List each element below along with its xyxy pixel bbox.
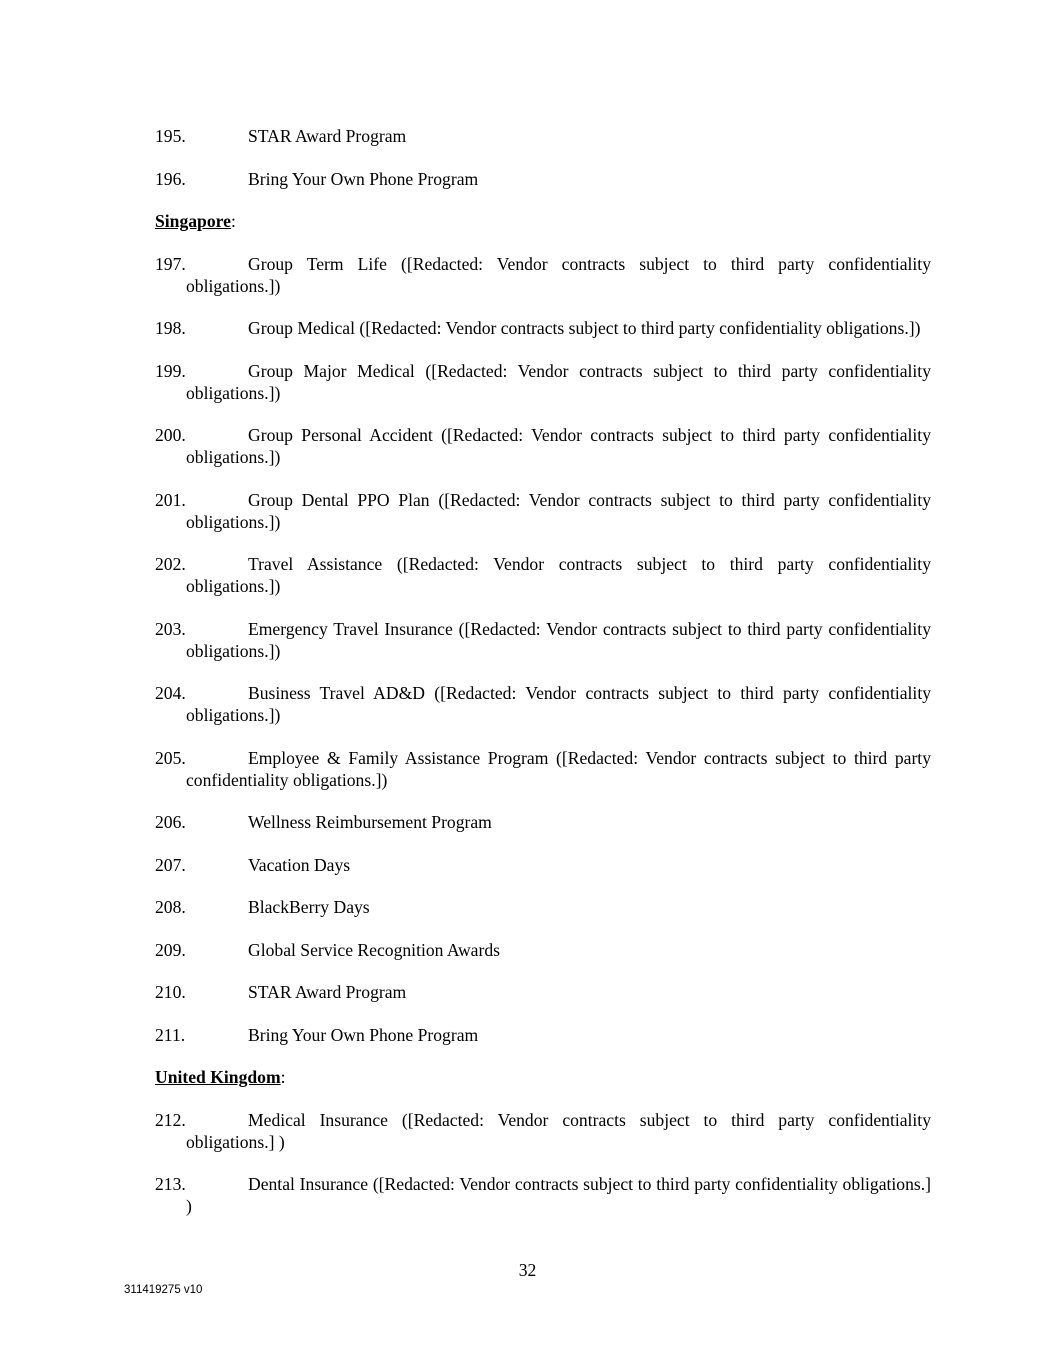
item-text: STAR Award Program: [248, 126, 407, 146]
list-item-198: [155, 317, 931, 339]
item-text: Medical Insurance ([Redacted: Vendor contracts subject to third party confidentiality obligations.] ): [186, 1109, 931, 1152]
list-item-202: [155, 553, 931, 597]
list-item-200: [155, 424, 931, 468]
list-item-212: [155, 1109, 931, 1153]
item-number: 209.: [155, 939, 186, 960]
list-item-197: [155, 253, 931, 297]
list-item-196: [155, 168, 931, 190]
item-number: 201.: [155, 489, 186, 510]
item-number: 203.: [155, 618, 186, 639]
item-text: Group Major Medical ([Redacted: Vendor contracts subject to third party confidentiality obligations.]): [186, 360, 931, 403]
item-text: Dental Insurance ([Redacted: Vendor contracts subject to third party confidentiality obligations.] ): [186, 1174, 931, 1216]
item-text: Group Medical ([Redacted: Vendor contracts subject to third party confidentiality obligations.]): [248, 318, 921, 338]
benefits-list: [155, 125, 931, 1238]
item-text: Group Dental PPO Plan ([Redacted: Vendor contracts subject to third party confidentiality obligations.]): [186, 489, 931, 532]
list-item-195: [155, 125, 931, 147]
item-text: Bring Your Own Phone Program: [248, 168, 479, 189]
section-heading-singapore: [155, 210, 931, 232]
item-text: Business Travel AD&D ([Redacted: Vendor contracts subject to third party confidentiality obligations.]): [186, 683, 931, 725]
item-text: Travel Assistance ([Redacted: Vendor contracts subject to third party confidentiality obligations.]): [186, 554, 931, 596]
list-item-199: [155, 360, 931, 404]
item-text: Vacation Days: [248, 854, 351, 875]
item-number: 204.: [155, 683, 186, 703]
item-text: Global Service Recognition Awards: [248, 939, 500, 960]
list-item-201: [155, 489, 931, 533]
item-text: Bring Your Own Phone Program: [248, 1024, 479, 1045]
item-number: 198.: [155, 318, 186, 338]
item-number: 205.: [155, 747, 186, 768]
page-number: 32: [518, 1260, 537, 1280]
section-heading-united-kingdom: [155, 1066, 931, 1088]
list-item-205: [155, 747, 931, 791]
list-item-206: [155, 811, 931, 833]
list-item-207: [155, 854, 931, 876]
heading-colon: :: [280, 1067, 286, 1087]
list-item-210: [155, 981, 931, 1003]
heading-colon: :: [230, 211, 236, 231]
item-number: 207.: [155, 854, 186, 875]
item-number: 195.: [155, 126, 186, 146]
list-item-209: [155, 939, 931, 961]
item-text: Group Term Life ([Redacted: Vendor contracts subject to third party confidentiality obligations.]): [186, 253, 931, 296]
item-number: 199.: [155, 360, 186, 381]
item-number: 212.: [155, 1109, 186, 1130]
item-number: 202.: [155, 554, 186, 574]
item-number: 200.: [155, 425, 186, 445]
list-item-204: [155, 682, 931, 726]
item-text: Wellness Reimbursement Program: [248, 812, 492, 832]
list-item-213: [155, 1173, 931, 1217]
item-number: 197.: [155, 253, 186, 274]
item-text: Emergency Travel Insurance ([Redacted: Vendor contracts subject to third party confidentiality obligations.]): [186, 618, 931, 661]
list-item-211: [155, 1024, 931, 1046]
document-id: 311419275 v10: [124, 1284, 203, 1296]
item-number: 211.: [155, 1024, 186, 1045]
item-text: Group Personal Accident ([Redacted: Vendor contracts subject to third party confidentiality obligations.]): [186, 425, 931, 467]
item-text: BlackBerry Days: [248, 897, 370, 917]
item-number: 206.: [155, 812, 186, 832]
heading-label: Singapore: [155, 211, 231, 231]
item-number: 208.: [155, 897, 186, 917]
list-item-208: [155, 896, 931, 918]
list-item-203: [155, 618, 931, 662]
item-text: STAR Award Program: [248, 982, 407, 1002]
heading-label: United Kingdom: [155, 1067, 281, 1087]
item-number: 213.: [155, 1174, 186, 1194]
item-number: 196.: [155, 168, 186, 189]
item-number: 210.: [155, 982, 186, 1002]
item-text: Employee & Family Assistance Program ([Redacted: Vendor contracts subject to third party confidentiality obligations.]): [186, 747, 931, 790]
